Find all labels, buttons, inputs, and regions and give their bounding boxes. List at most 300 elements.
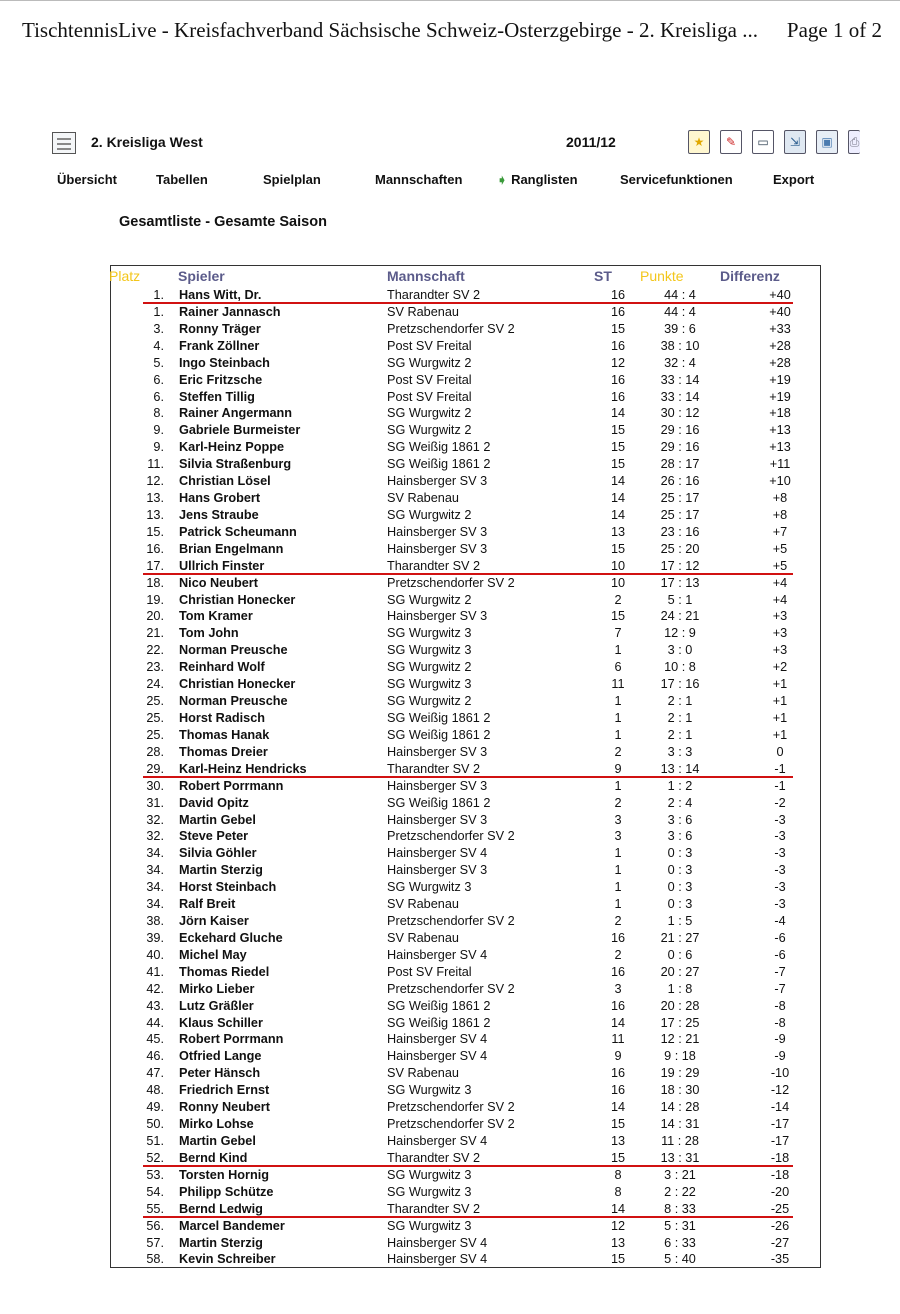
difference-cell: -27	[770, 1235, 790, 1250]
table-row	[0, 439, 900, 456]
difference-cell: -10	[770, 1066, 790, 1081]
table-row	[0, 1065, 900, 1082]
table-row	[0, 625, 900, 642]
col-header-platz[interactable]: Platz	[109, 268, 141, 284]
difference-cell: -7	[774, 964, 786, 979]
league-bar	[52, 130, 872, 158]
difference-cell: +4	[772, 592, 788, 607]
points-cell: 0 : 6	[667, 947, 693, 962]
matches-cell: 14	[610, 507, 626, 522]
team-cell: SG Weißig 1861 2	[387, 711, 491, 725]
table-row	[0, 845, 900, 862]
team-cell: Hainsberger SV 4	[387, 1032, 488, 1047]
difference-cell: +10	[769, 474, 791, 489]
team-cell: Hainsberger SV 3	[387, 474, 488, 489]
points-cell: 12 : 21	[660, 1032, 700, 1047]
team-cell: Hainsberger SV 3	[387, 744, 488, 759]
player-cell: Marcel Bandemer	[179, 1218, 285, 1233]
points-cell: 0 : 3	[667, 863, 693, 878]
player-cell: Karl-Heinz Hendricks	[179, 761, 307, 776]
table-row	[0, 913, 900, 930]
difference-cell: +3	[772, 626, 788, 641]
matches-cell: 15	[610, 609, 626, 624]
matches-cell: 16	[610, 1083, 626, 1098]
points-cell: 2 : 1	[667, 694, 693, 709]
rank-cell: 42.	[146, 981, 164, 996]
player-cell: Silvia Göhler	[179, 846, 257, 861]
team-cell: SG Wurgwitz 2	[387, 660, 472, 675]
team-cell: Hainsberger SV 4	[387, 846, 488, 861]
points-cell: 20 : 27	[660, 964, 700, 979]
table-row	[0, 981, 900, 998]
pdf-icon[interactable]: ✎	[720, 130, 742, 154]
matches-cell: 15	[610, 1117, 626, 1132]
document-icon[interactable]: ▭	[752, 130, 774, 154]
team-cell: SG Wurgwitz 3	[387, 643, 472, 658]
matches-cell: 2	[614, 744, 622, 759]
matches-cell: 16	[610, 964, 626, 979]
player-cell: Karl-Heinz Poppe	[179, 440, 285, 455]
points-cell: 17 : 16	[660, 677, 700, 692]
team-cell: SG Wurgwitz 3	[387, 626, 472, 641]
matches-cell: 1	[614, 778, 622, 793]
matches-cell: 12	[610, 1218, 626, 1233]
team-cell: SG Wurgwitz 2	[387, 406, 472, 421]
team-cell: SG Weißig 1861 2	[387, 440, 491, 455]
rank-cell: 31.	[146, 795, 164, 810]
points-cell: 14 : 28	[660, 1100, 700, 1115]
points-cell: 13 : 31	[660, 1150, 700, 1165]
team-cell: Hainsberger SV 3	[387, 863, 488, 878]
team-cell: SG Wurgwitz 3	[387, 677, 472, 692]
table-row	[0, 828, 900, 845]
nav-tabellen[interactable]: Tabellen	[156, 172, 208, 187]
team-cell: Hainsberger SV 4	[387, 1134, 488, 1148]
points-cell: 0 : 3	[667, 846, 693, 861]
player-cell: Horst Radisch	[179, 711, 266, 725]
team-cell: Hainsberger SV 3	[387, 524, 488, 539]
team-cell: SG Weißig 1861 2	[387, 998, 491, 1013]
table-row	[0, 592, 900, 609]
team-cell: Pretzschendorfer SV 2	[387, 829, 515, 844]
points-cell: 14 : 31	[660, 1117, 700, 1132]
matches-cell: 14	[610, 1015, 626, 1030]
nav-ranglisten-item[interactable]	[497, 172, 578, 187]
difference-cell: -1	[774, 761, 786, 776]
player-cell: Norman Preusche	[179, 694, 288, 709]
rank-cell: 28.	[146, 744, 164, 759]
difference-cell: -3	[774, 897, 786, 912]
group-divider-line	[143, 1216, 793, 1218]
col-header-st[interactable]: ST	[594, 268, 612, 284]
difference-cell: -17	[770, 1134, 790, 1148]
difference-cell: -14	[770, 1100, 790, 1115]
group-divider-line	[143, 302, 793, 304]
matches-cell: 14	[610, 474, 626, 489]
rank-cell: 52.	[146, 1150, 164, 1165]
rank-cell: 32.	[146, 829, 164, 844]
points-cell: 3 : 0	[667, 643, 693, 658]
difference-cell: +8	[772, 507, 788, 522]
player-cell: Horst Steinbach	[179, 880, 277, 895]
table-row	[0, 608, 900, 625]
rank-cell: 20.	[146, 609, 164, 624]
team-cell: Post SV Freital	[387, 964, 472, 979]
player-cell: Thomas Hanak	[179, 727, 270, 742]
team-cell: SG Wurgwitz 3	[387, 1184, 472, 1199]
player-cell: Thomas Riedel	[179, 964, 270, 979]
difference-cell: 0	[776, 744, 784, 759]
matches-cell: 1	[614, 711, 622, 725]
matches-cell: 1	[614, 846, 622, 861]
rank-cell: 1.	[153, 304, 164, 319]
points-cell: 21 : 27	[660, 930, 700, 945]
player-cell: Friedrich Ernst	[179, 1083, 270, 1098]
difference-cell: -6	[774, 930, 786, 945]
team-cell: Tharandter SV 2	[387, 761, 481, 776]
table-row	[0, 964, 900, 981]
difference-cell: -4	[774, 914, 786, 929]
table-row	[0, 1133, 900, 1150]
col-header-differenz[interactable]: Differenz	[720, 268, 780, 284]
player-cell: Robert Porrmann	[179, 1032, 284, 1047]
difference-cell: +33	[769, 321, 791, 336]
team-cell: SV Rabenau	[387, 491, 459, 506]
difference-cell: -20	[770, 1184, 790, 1199]
matches-cell: 15	[610, 321, 626, 336]
points-cell: 1 : 2	[667, 778, 693, 793]
table-row	[0, 524, 900, 541]
rank-cell: 51.	[146, 1134, 164, 1148]
points-cell: 12 : 9	[664, 626, 696, 641]
team-cell: Hainsberger SV 4	[387, 1049, 488, 1064]
table-row	[0, 744, 900, 761]
nav-spielplan[interactable]: Spielplan	[263, 172, 321, 187]
matches-cell: 2	[614, 947, 622, 962]
points-cell: 25 : 20	[660, 541, 700, 556]
rank-cell: 15.	[146, 524, 164, 539]
points-cell: 29 : 16	[660, 440, 700, 455]
difference-cell: +2	[772, 660, 788, 675]
table-row	[0, 1235, 900, 1252]
points-cell: 5 : 31	[664, 1218, 696, 1233]
team-cell: SV Rabenau	[387, 304, 459, 319]
player-cell: Bernd Ledwig	[179, 1201, 263, 1216]
points-cell: 44 : 4	[664, 304, 696, 319]
player-cell: Tom John	[179, 626, 239, 641]
player-cell: Martin Sterzig	[179, 1235, 263, 1250]
team-cell: Post SV Freital	[387, 372, 472, 387]
col-header-punkte[interactable]: Punkte	[640, 268, 684, 284]
points-cell: 18 : 30	[660, 1083, 700, 1098]
points-cell: 32 : 4	[664, 355, 696, 370]
save-icon[interactable]: ▣	[816, 130, 838, 154]
matches-cell: 13	[610, 1134, 626, 1148]
group-divider-line	[143, 1165, 793, 1167]
table-row	[0, 321, 900, 338]
nav-uebersicht[interactable]: Übersicht	[57, 172, 117, 187]
points-cell: 13 : 14	[660, 761, 700, 776]
difference-cell: +1	[772, 677, 788, 692]
difference-cell: -8	[774, 998, 786, 1013]
col-header-mannschaft[interactable]: Mannschaft	[387, 268, 465, 284]
page-top-rule	[0, 0, 900, 1]
team-cell: Pretzschendorfer SV 2	[387, 981, 515, 996]
rank-cell: 17.	[146, 558, 164, 573]
points-cell: 3 : 3	[667, 744, 693, 759]
rank-cell: 13.	[146, 507, 164, 522]
matches-cell: 8	[614, 1184, 622, 1199]
table-row	[0, 304, 900, 321]
team-cell: SG Wurgwitz 3	[387, 1083, 472, 1098]
rank-cell: 25.	[146, 694, 164, 709]
rank-cell: 45.	[146, 1032, 164, 1047]
points-cell: 11 : 28	[661, 1134, 699, 1148]
matches-cell: 1	[614, 694, 622, 709]
points-cell: 33 : 14	[660, 372, 700, 387]
table-row	[0, 389, 900, 406]
team-cell: SG Wurgwitz 3	[387, 1167, 472, 1182]
points-cell: 20 : 28	[660, 998, 700, 1013]
rank-cell: 38.	[146, 914, 164, 929]
player-cell: Ralf Breit	[179, 897, 236, 912]
table-row	[0, 795, 900, 812]
team-cell: SG Wurgwitz 2	[387, 507, 472, 522]
matches-cell: 16	[610, 372, 626, 387]
team-cell: Tharandter SV 2	[387, 1150, 481, 1165]
difference-cell: -3	[774, 863, 786, 878]
table-row	[0, 710, 900, 727]
matches-cell: 16	[610, 930, 626, 945]
player-cell: Nico Neubert	[179, 575, 258, 590]
team-cell: Hainsberger SV 4	[387, 1235, 488, 1250]
points-cell: 26 : 16	[660, 474, 700, 489]
points-cell: 30 : 12	[660, 406, 700, 421]
rank-cell: 34.	[146, 846, 164, 861]
player-cell: Christian Honecker	[179, 677, 296, 692]
player-cell: Lutz Gräßler	[179, 998, 254, 1013]
table-row	[0, 879, 900, 896]
rank-cell: 57.	[146, 1235, 164, 1250]
player-cell: Martin Sterzig	[179, 863, 263, 878]
rank-cell: 34.	[146, 880, 164, 895]
print-icon[interactable]: ⎙	[848, 130, 860, 154]
difference-cell: +5	[772, 558, 788, 573]
team-cell: Tharandter SV 2	[387, 1201, 481, 1216]
table-row	[0, 473, 900, 490]
matches-cell: 1	[614, 863, 622, 878]
table-row	[0, 862, 900, 879]
table-row	[0, 727, 900, 744]
points-cell: 23 : 16	[660, 524, 700, 539]
player-cell: Christian Lösel	[179, 474, 271, 489]
rank-cell: 46.	[146, 1049, 164, 1064]
team-cell: Pretzschendorfer SV 2	[387, 321, 515, 336]
matches-cell: 16	[610, 1066, 626, 1081]
player-cell: Otfried Lange	[179, 1049, 262, 1064]
player-cell: Patrick Scheumann	[179, 524, 297, 539]
matches-cell: 10	[610, 558, 626, 573]
matches-cell: 1	[614, 897, 622, 912]
rank-cell: 1.	[153, 288, 164, 302]
points-cell: 1 : 5	[667, 914, 693, 929]
rank-cell: 12.	[146, 474, 164, 489]
rank-cell: 13.	[146, 491, 164, 506]
difference-cell: +1	[772, 727, 788, 742]
rank-cell: 43.	[146, 998, 164, 1013]
player-cell: Philipp Schütze	[179, 1184, 274, 1199]
points-cell: 44 : 4	[664, 288, 696, 302]
team-cell: SG Wurgwitz 3	[387, 1218, 472, 1233]
player-cell: Rainer Jannasch	[179, 304, 281, 319]
player-cell: Klaus Schiller	[179, 1015, 263, 1030]
difference-cell: +1	[772, 711, 788, 725]
matches-cell: 11	[611, 1032, 625, 1047]
nav-mannschaften[interactable]: Mannschaften	[375, 172, 463, 187]
player-cell: Eckehard Gluche	[179, 930, 283, 945]
points-cell: 39 : 6	[664, 321, 696, 336]
points-cell: 17 : 12	[660, 558, 700, 573]
table-row	[0, 575, 900, 592]
rank-cell: 32.	[146, 812, 164, 827]
table-row	[0, 541, 900, 558]
rank-cell: 50.	[146, 1117, 164, 1132]
matches-cell: 13	[610, 524, 626, 539]
matches-cell: 1	[614, 727, 622, 742]
player-cell: Jörn Kaiser	[179, 914, 249, 929]
matches-cell: 1	[614, 880, 622, 895]
difference-cell: -7	[774, 981, 786, 996]
page-number: Page 1 of 2	[786, 18, 882, 42]
difference-cell: -35	[770, 1252, 790, 1267]
matches-cell: 8	[614, 1167, 622, 1182]
points-cell: 25 : 17	[660, 491, 700, 506]
difference-cell: -17	[770, 1117, 790, 1132]
player-cell: Ronny Neubert	[179, 1100, 270, 1115]
team-cell: SG Weißig 1861 2	[387, 457, 491, 472]
table-row	[0, 405, 900, 422]
difference-cell: +5	[772, 541, 788, 556]
table-row	[0, 1099, 900, 1116]
table-row	[0, 456, 900, 473]
player-cell: Thomas Dreier	[179, 744, 268, 759]
matches-cell: 15	[610, 423, 626, 438]
nav-export[interactable]: Export	[773, 172, 815, 187]
matches-cell: 14	[610, 1201, 626, 1216]
rank-cell: 16.	[146, 541, 164, 556]
points-cell: 9 : 18	[664, 1049, 696, 1064]
matches-cell: 7	[614, 626, 622, 641]
rank-cell: 4.	[153, 338, 164, 353]
rank-cell: 48.	[146, 1083, 164, 1098]
player-cell: Frank Zöllner	[179, 338, 260, 353]
points-cell: 17 : 13	[660, 575, 700, 590]
matches-cell: 11	[611, 677, 625, 692]
rank-cell: 34.	[146, 897, 164, 912]
team-cell: SG Wurgwitz 3	[387, 880, 472, 895]
nav-servicefunktionen[interactable]: Servicefunktionen	[620, 172, 733, 187]
difference-cell: -6	[774, 947, 786, 962]
player-cell: David Opitz	[179, 795, 249, 810]
nav-ranglisten: Ranglisten	[511, 172, 578, 187]
export-icon[interactable]: ⇲	[784, 130, 806, 154]
team-cell: Tharandter SV 2	[387, 558, 481, 573]
table-row	[0, 422, 900, 439]
team-cell: SG Wurgwitz 2	[387, 355, 472, 370]
rank-cell: 39.	[146, 930, 164, 945]
difference-cell: -26	[770, 1218, 790, 1233]
difference-cell: +13	[769, 423, 791, 438]
difference-cell: -3	[774, 829, 786, 844]
table-row	[0, 490, 900, 507]
team-cell: Hainsberger SV 3	[387, 778, 488, 793]
player-cell: Kevin Schreiber	[179, 1252, 276, 1267]
matches-cell: 15	[610, 1252, 626, 1267]
team-cell: Post SV Freital	[387, 338, 472, 353]
rank-cell: 19.	[146, 592, 164, 607]
difference-cell: +4	[772, 575, 788, 590]
player-cell: Brian Engelmann	[179, 541, 284, 556]
matches-cell: 9	[614, 761, 622, 776]
table-row	[0, 659, 900, 676]
points-cell: 24 : 21	[660, 609, 700, 624]
rank-cell: 56.	[146, 1218, 164, 1233]
matches-cell: 12	[610, 355, 626, 370]
team-cell: Pretzschendorfer SV 2	[387, 1117, 515, 1132]
team-cell: SG Wurgwitz 2	[387, 694, 472, 709]
rank-cell: 47.	[146, 1066, 164, 1081]
team-cell: Hainsberger SV 4	[387, 1252, 488, 1267]
player-cell: Ronny Träger	[179, 321, 261, 336]
player-cell: Robert Porrmann	[179, 778, 284, 793]
points-cell: 3 : 21	[664, 1167, 696, 1182]
player-cell: Steffen Tillig	[179, 389, 255, 404]
points-cell: 0 : 3	[667, 880, 693, 895]
difference-cell: -3	[774, 880, 786, 895]
team-cell: SV Rabenau	[387, 930, 459, 945]
star-icon[interactable]: ★	[688, 130, 710, 154]
rank-cell: 23.	[146, 660, 164, 675]
team-cell: Tharandter SV 2	[387, 288, 481, 302]
matches-cell: 1	[614, 643, 622, 658]
matches-cell: 10	[610, 575, 626, 590]
rank-cell: 53.	[146, 1167, 164, 1182]
table-row	[0, 930, 900, 947]
table-row	[0, 642, 900, 659]
team-cell: Pretzschendorfer SV 2	[387, 1100, 515, 1115]
player-cell: Michel May	[179, 947, 247, 962]
rank-cell: 18.	[146, 575, 164, 590]
points-cell: 38 : 10	[660, 338, 700, 353]
player-cell: Mirko Lieber	[179, 981, 255, 996]
points-cell: 2 : 1	[667, 711, 693, 725]
table-row	[0, 896, 900, 913]
difference-cell: +3	[772, 609, 788, 624]
team-cell: SG Weißig 1861 2	[387, 1015, 491, 1030]
rank-cell: 9.	[153, 423, 164, 438]
col-header-spieler[interactable]: Spieler	[178, 268, 225, 284]
difference-cell: -18	[770, 1167, 790, 1182]
difference-cell: +40	[769, 304, 791, 319]
points-cell: 29 : 16	[660, 423, 700, 438]
table-row	[0, 676, 900, 693]
player-cell: Tom Kramer	[179, 609, 253, 624]
team-cell: Hainsberger SV 3	[387, 812, 488, 827]
difference-cell: +1	[772, 694, 788, 709]
difference-cell: -9	[774, 1049, 786, 1064]
matches-cell: 14	[610, 1100, 626, 1115]
player-cell: Ingo Steinbach	[179, 355, 270, 370]
